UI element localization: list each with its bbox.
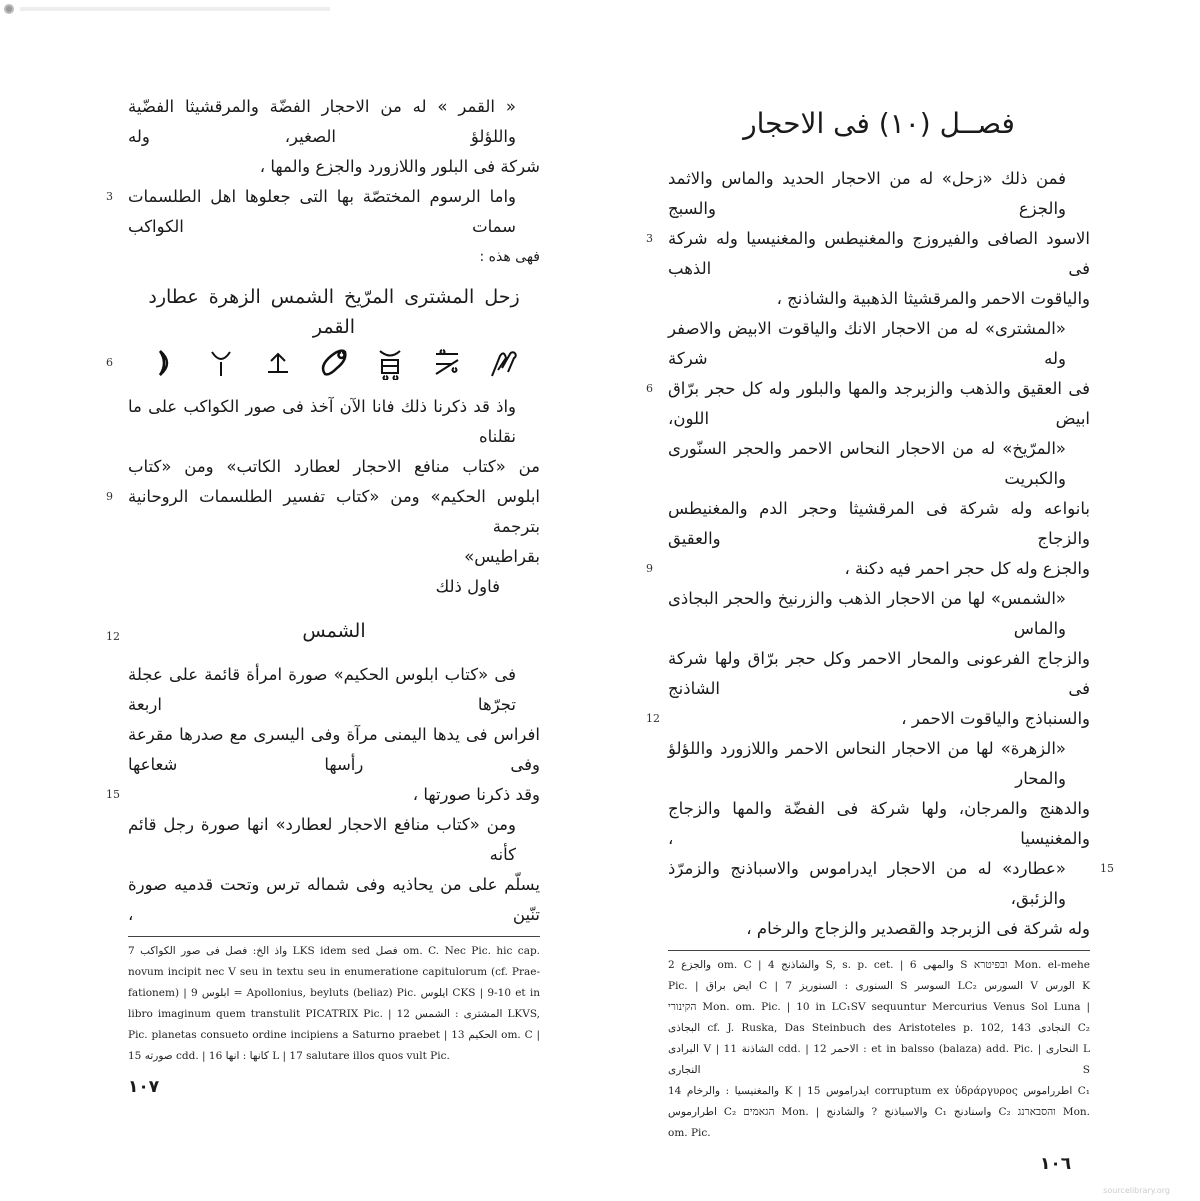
- mars-symbol-icon: [373, 346, 407, 380]
- footnote-line: libro imaginum quem transtulit PICATRIX Pic. | 12 المشترى : الشمس LKVS,: [128, 1008, 540, 1020]
- right-page: [646, 0, 1114, 1176]
- planet-symbols: [106, 346, 520, 380]
- text-line: [668, 914, 1090, 944]
- viewer-header: [4, 4, 330, 14]
- text-line-content: والياقوت الاحمر والمرقشيثا الذهبية والشاذنج ،: [776, 289, 1090, 308]
- footnotes: [668, 950, 1090, 1144]
- footnote-line: البرادى V | 11 الشاذنة cdd. | 12 الاحمر : et in balsso (balaza) add. Pic. | النحارى L النجارى S: [668, 1043, 1090, 1076]
- text-line-content: والزجاج الفرعونى والمحار الاحمر وكل حجر برّاق ولها شركة فى الشاذنج: [668, 649, 1090, 698]
- planet-names-text: زحل المشترى المرّيخ الشمس الزهرة عطارد القمر: [148, 286, 520, 338]
- footnote-line: Pic. | ايض براق C | 7 السنورى : السنوريز S السوسر LC₂ السورس V الورس K: [668, 980, 1090, 992]
- text-line-content: «المشترى» له من الاحجار الانك والياقوت الابيض والاصفر وله شركة: [668, 319, 1066, 368]
- text-line-content: «الزهرة» لها من الاحجار النحاس الاحمر واللازورد واللؤلؤ والمحار: [668, 739, 1066, 788]
- text-line-content: «عطارد» له من الاحجار ايدراموس والاسباذنج والزمرّذ والزئبق،: [668, 859, 1066, 908]
- line-number: 9: [646, 562, 653, 575]
- header-text-placeholder: [20, 7, 330, 11]
- text-line: [668, 284, 1090, 314]
- text-line: [668, 434, 1090, 494]
- page-number: ١٠٦: [1040, 1154, 1072, 1174]
- footnotes: [128, 936, 540, 1067]
- text-line: [128, 572, 540, 602]
- text-line-content: فاول ذلك: [435, 577, 500, 596]
- text-line: [668, 494, 1090, 554]
- text-line: [128, 92, 540, 152]
- footnote-line: اطرارموس C₂ הגאמים Mon. | والاسباذنج ? والشادنج C₁ واسنادنج C₂ והסבארנג Mon.: [668, 1106, 1091, 1118]
- text-line-content: والسنباذج والياقوت الاحمر ،: [901, 709, 1090, 728]
- text-line: [668, 794, 1090, 854]
- text-line: [668, 314, 1090, 374]
- text-line: [128, 152, 540, 182]
- chapter-title: فصــل (١٠) فى الاحجار: [743, 107, 1015, 140]
- text-line-content: واذ قد ذكرنا ذلك فانا الآن آخذ فى صور الكواكب على ما نقلناه: [128, 397, 516, 446]
- saturn-symbol-icon: [486, 346, 520, 380]
- text-line: [668, 584, 1090, 644]
- text-line-content: فهى هذه :: [479, 249, 540, 265]
- line-number: 12: [106, 630, 120, 643]
- text-line-content: يسلّم على من يحاذيه وفى شماله ترس وتحت قدميه صورة تنّين ،: [128, 875, 540, 924]
- venus-symbol-icon: [261, 346, 295, 380]
- text-line-content: «الشمس» لها من الاحجار الذهب والزرنيخ والحجر البجاذى والماس: [668, 589, 1066, 638]
- section-heading: [106, 616, 540, 646]
- text-line-content: والجزع وله كل حجر احمر فيه دكنة ،: [844, 559, 1090, 578]
- line-number: 6: [106, 356, 113, 369]
- text-line: [128, 660, 540, 720]
- watermark: sourcelibrary.org: [1103, 1186, 1170, 1195]
- text-line: [128, 242, 540, 272]
- text-line-content: الاسود الصافى والفيروزج والمغنيطس والمغنيسيا وله شركة فى الذهب: [668, 229, 1090, 278]
- text-line: [668, 164, 1090, 224]
- line-number: 6: [646, 382, 653, 395]
- text-line: [668, 644, 1090, 704]
- text-line: [128, 870, 540, 930]
- line-number: 3: [106, 190, 113, 203]
- line-number: 15: [106, 788, 120, 801]
- line-number: 15: [1100, 862, 1114, 875]
- footnote-line: البجاذى cf. J. Ruska, Das Steinbuch des Aristoteles p. 102, 143 النجادى C₂: [668, 1022, 1090, 1034]
- text-line: [128, 542, 540, 572]
- footnote-line: 7 واذ الخ: فصل فى صور الكواكب LKS idem sed فصل om. C. Nec Pic. hic cap.: [128, 945, 541, 957]
- text-line-content: ومن «كتاب منافع الاحجار لعطارد» انها صورة رجل قائم كأنه: [128, 815, 516, 864]
- mercury-symbol-icon: [204, 346, 238, 380]
- text-line: [646, 374, 1090, 434]
- text-line-content: فى «كتاب ابلوس الحكيم» صورة امرأة قائمة على عجلة تجرّها اربعة: [128, 665, 516, 714]
- text-line-content: فمن ذلك «زحل» له من الاحجار الحديد والماس والاثمد والجزع والسبج: [668, 169, 1066, 218]
- text-line-content: وله شركة فى الزبرجد والقصدير والزجاج والرخام ،: [746, 919, 1090, 938]
- text-line-content: واما الرسوم المختصّة بها التى جعلوها اهل الطلسمات سمات الكواكب: [128, 187, 516, 236]
- footnote-line: 2 والجزع om. C | 4 والشاذنج S, s. p. cet. | 6 والمهى S ובפיטרא Mon. el-mehe: [668, 959, 1090, 971]
- text-line-content: ابلوس الحكيم» ومن «كتاب تفسير الطلسمات الروحانية بترجمة: [128, 487, 540, 536]
- footnote-line: 15 صورته cdd. | 16 كانها : انها L | 17 salutare illos quos vult Pic.: [128, 1050, 450, 1062]
- text-line-content: افراس فى يدها اليمنى مرآة وفى اليسرى مع صدرها مقرعة وفى رأسها شعاعها: [128, 725, 540, 774]
- record-icon[interactable]: [4, 4, 14, 14]
- text-line-content: بقراطيس»: [464, 547, 540, 566]
- text-line: [128, 810, 540, 870]
- moon-symbol-icon: [148, 346, 182, 380]
- text-line-content: والدهنج والمرجان، ولها شركة فى الفضّة والمها والزجاج والمغنيسيا ،: [668, 799, 1090, 848]
- text-line: [646, 704, 1090, 734]
- line-number: 3: [646, 232, 653, 245]
- text-line: [668, 854, 1114, 914]
- text-line: [646, 224, 1090, 284]
- text-line: [128, 392, 540, 452]
- text-line-content: «المرّيخ» له من الاحجار النحاس الاحمر والحجر السنّورى والكبريت: [668, 439, 1066, 488]
- sun-symbol-icon: [317, 346, 351, 380]
- footnote-line: Pic. planetas consueto ordine incipiens a Saturno praebet | 13 الحكيم om. C |: [128, 1029, 541, 1041]
- text-line-content: من «كتاب منافع الاحجار لعطارد الكاتب» ومن «كتاب: [128, 457, 540, 476]
- text-line: [106, 780, 540, 810]
- text-line: [668, 734, 1090, 794]
- planet-names: [128, 282, 540, 342]
- text-line: [128, 452, 540, 482]
- page-number: ١٠٧: [128, 1077, 160, 1097]
- text-line: [128, 720, 540, 780]
- text-line-content: بانواعه وله شركة فى المرقشيثا وحجر الدم والمغنيطس والزجاج والعقيق: [668, 499, 1090, 548]
- section-heading-text: الشمس: [302, 620, 366, 642]
- line-number: 12: [646, 712, 660, 725]
- footnote-line: om. Pic.: [668, 1127, 711, 1139]
- text-line-content: فى العقيق والذهب والزبرجد والمها والبلور وله كل حجر برّاق ابيض اللون،: [668, 379, 1090, 428]
- text-line: [106, 182, 540, 242]
- footnote-line: novum incipit nec V seu in textu seu in enumeratione capitulorum (cf. Prae-: [128, 966, 540, 978]
- footnote-line: הקינורי Mon. om. Pic. | 10 in LC₁SV sequuntur Mercurius Venus Sol Luna |: [668, 1001, 1090, 1013]
- left-page: [106, 0, 541, 1099]
- footnote-line: 14 والمغنيسيا : والرخام K | 15 ايدراموس corruptum ex ὑδράργυρος اطرراموس C₁: [668, 1085, 1091, 1097]
- line-number: 9: [106, 490, 113, 503]
- text-line-content: وقد ذكرنا صورتها ،: [412, 785, 540, 804]
- jupiter-symbol-icon: [430, 346, 464, 380]
- text-line: [646, 554, 1090, 584]
- text-line: [106, 482, 540, 542]
- text-line-content: شركة فى البلور واللازورد والجزع والمها ،: [259, 157, 540, 176]
- text-line-content: « القمر » له من الاحجار الفضّة والمرقشيثا الفضّية واللؤلؤ الصغير، وله: [128, 97, 516, 146]
- footnote-line: fationem) | 9 ابلوس = Apollonius, beyluts (beliaz) Pic. ايلوس CKS | 9-10 et in: [128, 987, 540, 999]
